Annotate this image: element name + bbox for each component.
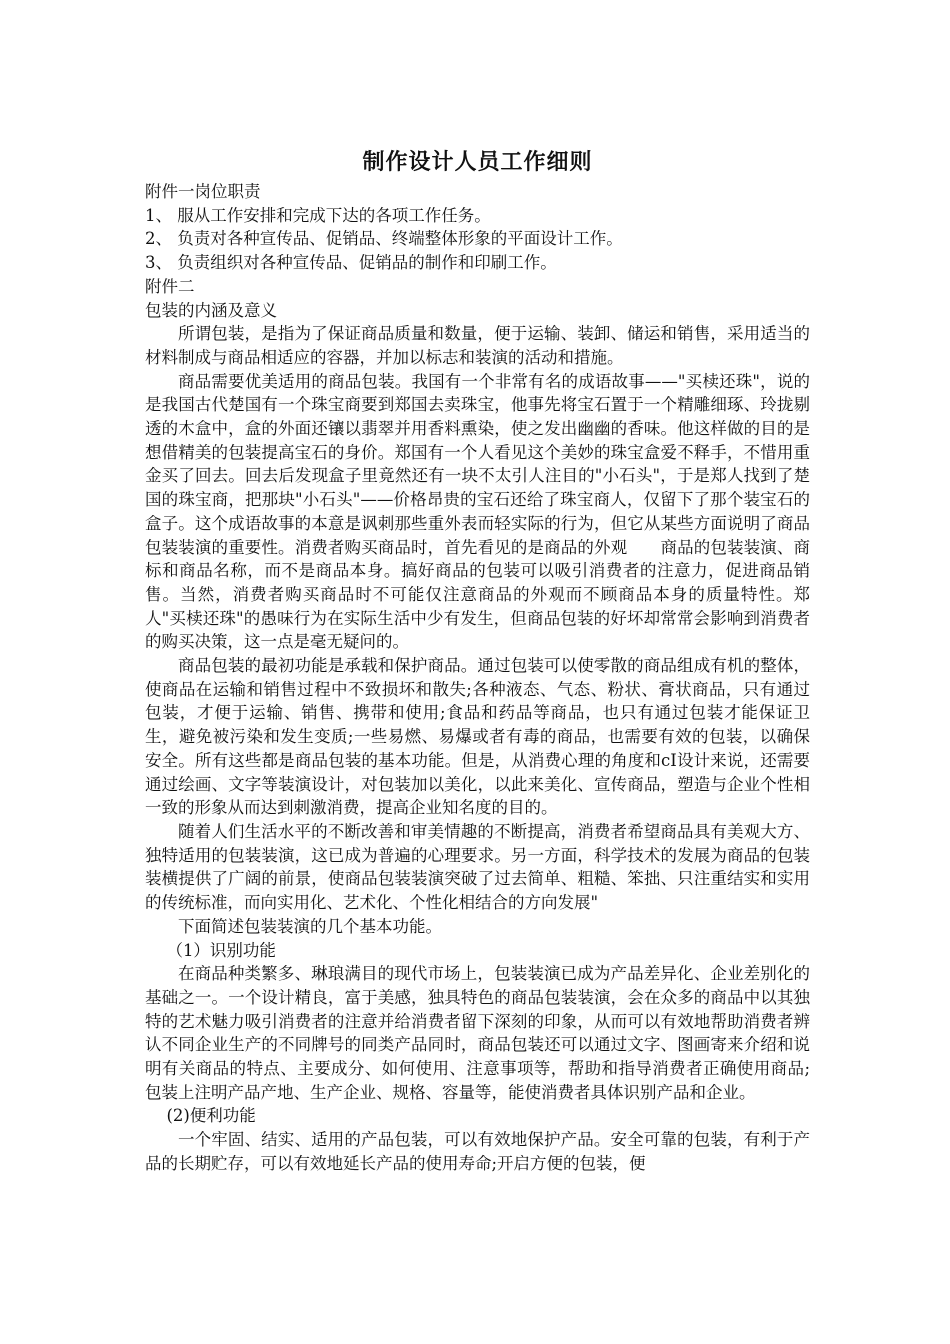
- duty-item-1: 1、 服从工作安排和完成下达的各项工作任务。: [145, 205, 491, 225]
- function2-heading: (2)便利功能: [166, 1106, 256, 1126]
- section-title: 包装的内涵及意义: [145, 300, 277, 320]
- paragraph-basic-function: 商品包装的最初功能是承载和保护商品。通过包装可以使零散的商品组成有机的整体，使商品在运输和销售过程中不致损坏和散失;各种液态、气态、粉状、膏状商品，只有通过包装，才便于运输、销售、携带和使用;食品和药品等商品，也只有通过包装才能保证卫生，避免被污染和发生变质;一些易燃、易爆或者有毒的商品，也需要有效的包装，以确保安全。所有这些都是商品包装的基本功能。但是，从消费心理的角度和cI设计来说，还需要通过绘画、文字等装演设计，对包装加以美化，以此来美化、宣传商品，塑造与企业个性相一致的形象从而达到刺激消费，提高企业知名度的目的。: [145, 656, 810, 818]
- paragraph-story: 商品需要优美适用的商品包装。我国有一个非常有名的成语故事——"买椟还珠"，说的是我国古代楚国有一个珠宝商要到郑国去卖珠宝，他事先将宝石置于一个精雕细琢、玲拢剔透的木盒中，盒的外面还镶以翡翠并用香料熏染，使之发出幽幽的香味。他这样做的目的是想借精美的包装提高宝石的身价。郑国有一个人看见这个美妙的珠宝盒爱不释手，不惜用重金买了回去。回去后发现盒子里竟然还有一块不太引人注目的"小石头"，于是郑人找到了楚国的珠宝商，把那块"小石头"——价格昂贵的宝石还给了珠宝商人，仅留下了那个装宝石的盒子。这个成语故事的本意是讽刺那些重外表而轻实际的行为，但它从某些方面说明了商品包装装演的重要性。消费者购买商品时，首先看见的是商品的外观 商品的包装装演、商标和商品名称，而不是商品本身。搞好商品的包装可以吸引消费者的注意力，促进商品销售。当然，消费者购买商品时不可能仅注意商品的外观而不顾商品本身的质量特性。郑人"买椟还珠"的愚味行为在实际生活中少有发生，但商品包装的好坏却常常会影响到消费者的购买决策，这一点是毫无疑问的。: [145, 371, 810, 652]
- function1-heading: （1）识别功能: [166, 940, 276, 960]
- attachment2-heading: 附件二: [145, 276, 195, 296]
- function1-text: 在商品种类繁多、琳琅满目的现代市场上，包装装演已成为产品差异化、企业差别化的基础之一。一个设计精良，富于美感，独具特色的商品包装装演，会在众多的商品中以其独特的艺术魅力吸引消费者的注意并给消费者留下深刻的印象，从而可以有效地帮助消费者辨认不同企业生产的不同牌号的同类产品同时，商品包装还可以通过文字、图画寄来介绍和说明有关商品的特点、主要成分、如何使用、注意事项等，帮助和指导消费者正确使用商品;包装上注明产品产地、生产企业、规格、容量等，能使消费者具体识别产品和企业。: [145, 964, 810, 1102]
- document-title: 制作设计人员工作细则: [362, 150, 593, 175]
- duty-item-3: 3、 负责组织对各种宣传品、促销品的制作和印刷工作。: [145, 253, 557, 273]
- duty-item-2: 2、 负责对各种宣传品、促销品、终端整体形象的平面设计工作。: [145, 229, 623, 249]
- paragraph-intro-functions: 下面简述包装装演的几个基本功能。: [178, 916, 442, 936]
- paragraph-trend: 随着人们生活水平的不断改善和审美情趣的不断提高，消费者希望商品具有美观大方、独特适用的包装装演，这已成为普遍的心理要求。另一方面，科学技术的发展为商品的包装装横提供了广阔的前景，使商品包装装演突破了过去简单、粗糙、笨拙、只注重结实和实用的传统标准，而向实用化、艺术化、个性化相结合的方向发展": [145, 821, 810, 913]
- attachment1-heading: 附件一岗位职责: [145, 182, 261, 201]
- function2-text: 一个牢固、结实、适用的产品包装，可以有效地保护产品。安全可靠的包装，有利于产品的长期贮存，可以有效地延长产品的使用寿命;开启方便的包装，便: [145, 1130, 810, 1173]
- paragraph-definition: 所谓包装，是指为了保证商品质量和数量，便于运输、装卸、储运和销售，采用适当的材料制成与商品相适应的容器，并加以标志和装演的活动和措施。: [145, 324, 810, 367]
- document-page: [145, 148, 810, 1176]
